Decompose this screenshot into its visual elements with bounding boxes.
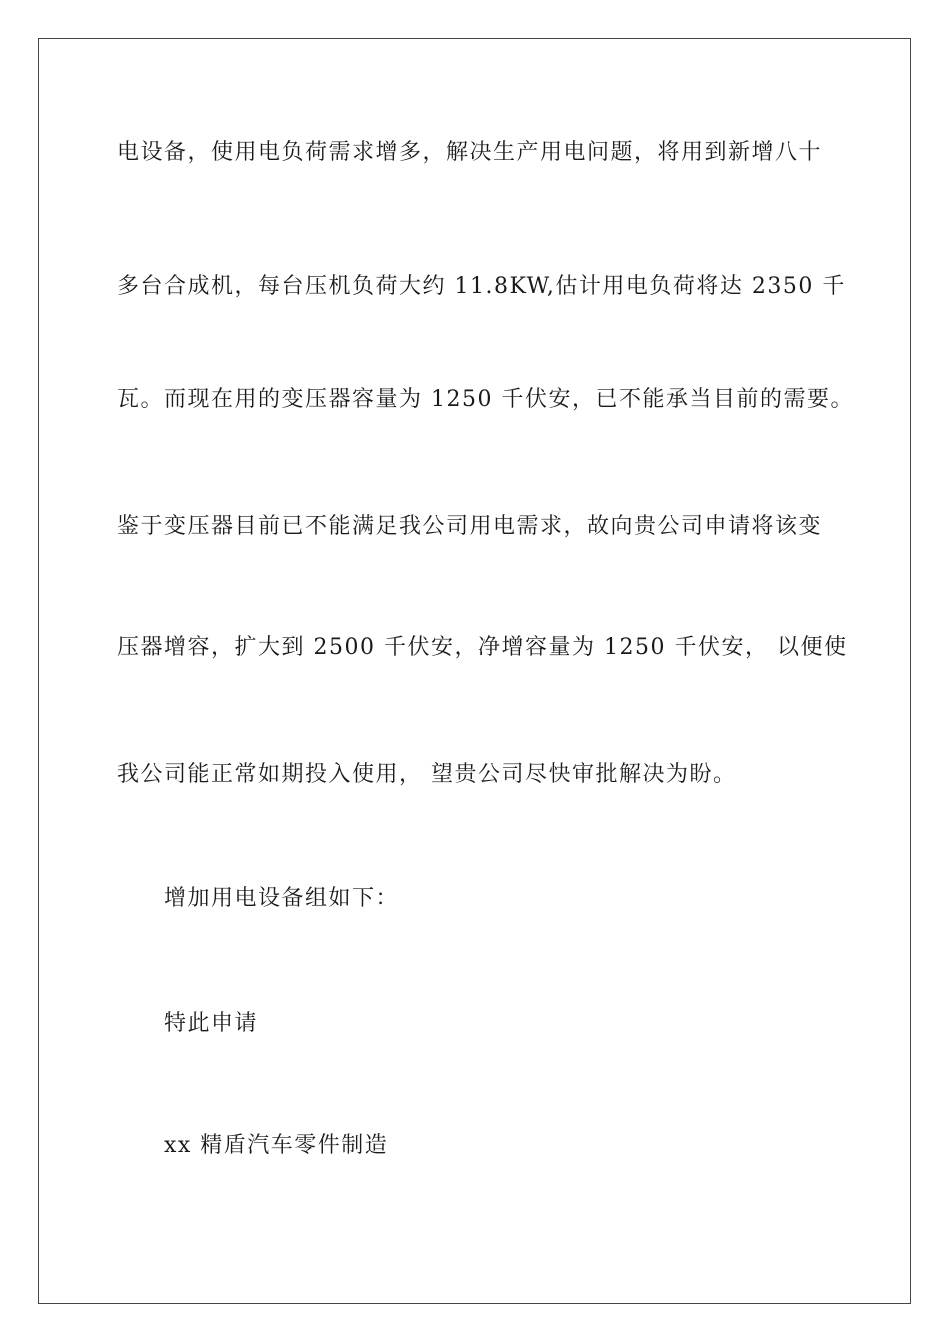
closing-text: 特此申请 <box>164 1011 259 1036</box>
paragraph-line: 电设备，使用电负荷需求增多，解决生产用电问题，将用到新增八十 <box>117 140 823 165</box>
paragraph-line: 鉴于变压器目前已不能满足我公司用电需求，故向贵公司申请将该变 <box>117 514 823 539</box>
paragraph-line: 瓦。而现在用的变压器容量为 1250 千伏安，已不能承当目前的需要。 <box>117 387 854 412</box>
paragraph-line: 多台合成机，每台压机负荷大约 11.8KW,估计用电负荷将达 2350 千 <box>117 274 846 299</box>
signature-text: xx 精盾汽车零件制造 <box>164 1133 389 1158</box>
equipment-heading: 增加用电设备组如下： <box>164 886 400 911</box>
paragraph-line: 压器增容，扩大到 2500 千伏安，净增容量为 1250 千伏安， 以便使 <box>117 635 848 660</box>
paragraph-line: 我公司能正常如期投入使用， 望贵公司尽快审批解决为盼。 <box>117 762 737 787</box>
document-page <box>38 38 911 1304</box>
